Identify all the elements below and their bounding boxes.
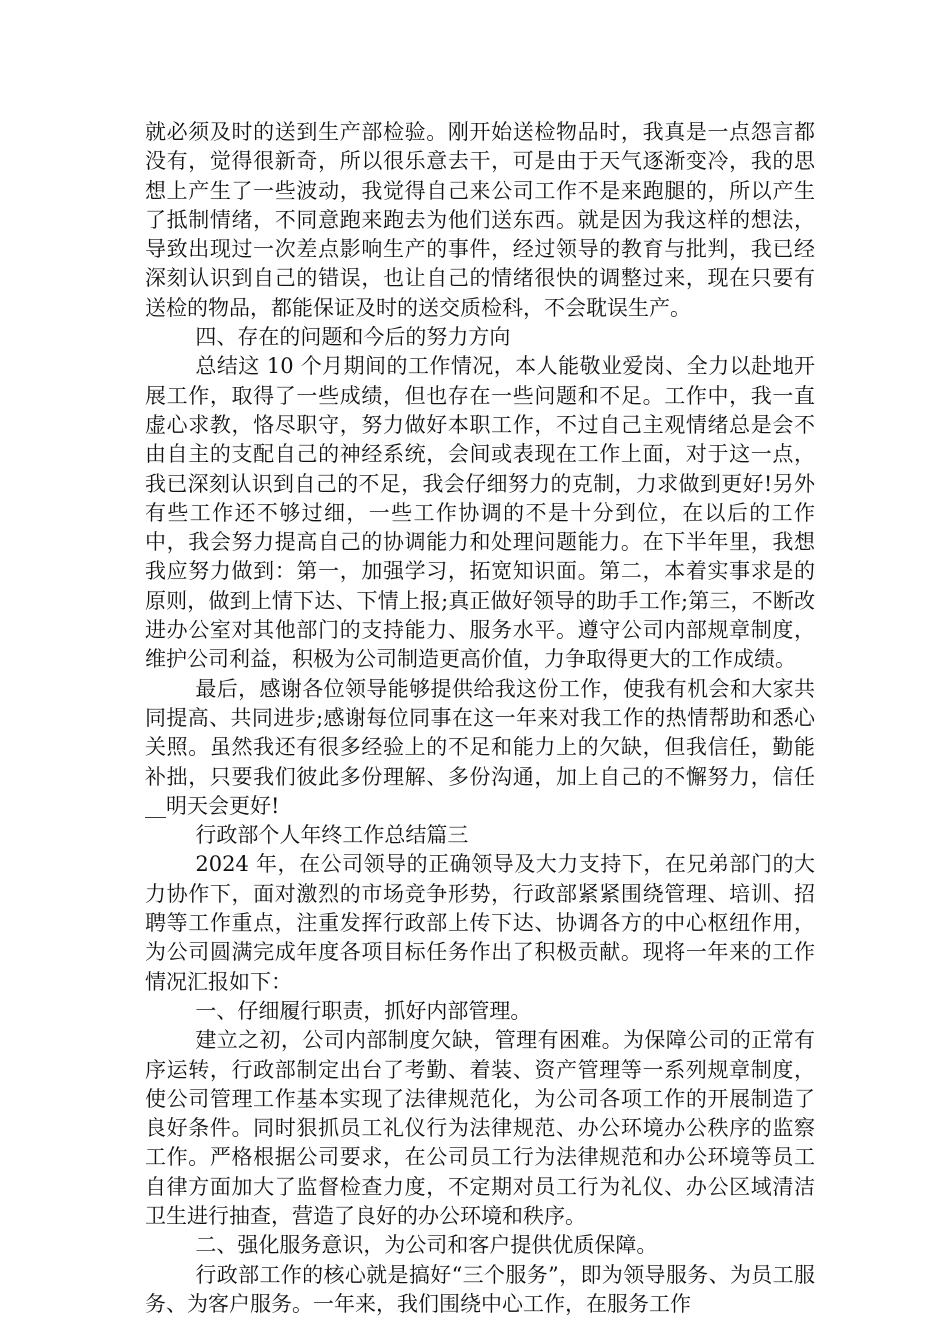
body-paragraph: 最后，感谢各位领导能够提供给我这份工作，使我有机会和大家共同提高、共同进步;感谢每位同事在这一年来对我工作的热情帮助和悉心关照。虽然我还有很多经验上的不足和能力上的欠缺，但我信任，勤能补拙，只要我们彼此多份理解、多份沟通，加上自己的不懈努力，信任__明天会更好! — [145, 676, 815, 818]
document-page — [145, 118, 815, 1319]
body-paragraph: 总结这 10 个月期间的工作情况，本人能敬业爱岗、全力以赴地开展工作，取得了一些成绩，但也存在一些问题和不足。工作中，我一直虚心求教，恪尽职守，努力做好本职工作，不过自己主观情绪总是会不由自主的支配自己的神经系统，会间或表现在工作上面，对于这一点，我已深刻认识到自己的不足，我会仔细努力的克制，力求做到更好!另外有些工作还不够过细，一些工作协调的不是十分到位，在以后的工作中，我会努力提高自己的协调能力和处理问题能力。在下半年里，我想我应努力做到：第一，加强学习，拓宽知识面。第二，本着实事求是的原则，做到上情下达、下情上报;真正做好领导的助手工作;第三，不断改进办公室对其他部门的支持能力、服务水平。遵守公司内部规章制度，维护公司利益，积极为公司制造更高价值，力争取得更大的工作成绩。 — [145, 354, 815, 672]
body-paragraph: 行政部工作的核心就是搞好“三个服务”，即为领导服务、为员工服务、为客户服务。一年来，我们围绕中心工作，在服务工作 — [145, 1262, 815, 1316]
article-title: 行政部个人年终工作总结篇三 — [195, 823, 469, 848]
body-paragraph: 2024 年，在公司领导的正确领导及大力支持下，在兄弟部门的大力协作下，面对激烈的市场竞争形势，行政部紧紧围绕管理、培训、招聘等工作重点，注重发挥行政部上传下达、协调各方的中心枢纽作用，为公司圆满完成年度各项目标任务作出了积极贡献。现将一年来的工作情况汇报如下： — [145, 852, 815, 994]
body-paragraph: 就必须及时的送到生产部检验。刚开始送检物品时，我真是一点怨言都没有，觉得很新奇，所以很乐意去干，可是由于天气逐渐变冷，我的思想上产生了一些波动，我觉得自己来公司工作不是来跑腿的，所以产生了抵制情绪，不同意跑来跑去为他们送东西。就是因为我这样的想法，导致出现过一次差点影响生产的事件，经过领导的教育与批判，我已经深刻认识到自己的错误，也让自己的情绪很快的调整过来，现在只要有送检的物品，都能保证及时的送交质检科，不会耽误生产。 — [145, 120, 815, 320]
section-heading: 一、仔细履行职责，抓好内部管理。 — [195, 998, 532, 1023]
body-paragraph: 建立之初，公司内部制度欠缺，管理有困难。为保障公司的正常有序运转，行政部制定出台了考勤、着装、资产管理等一系列规章制度，使公司管理工作基本实现了法律规范化，为公司各项工作的开展制造了良好条件。同时狠抓员工礼仪行为法律规范、办公环境办公秩序的监察工作。严格根据公司要求，在公司员工行为法律规范和办公环境等员工自律方面加大了监督检查力度，不定期对员工行为礼仪、办公区域清洁卫生进行抽查，营造了良好的办公环境和秩序。 — [145, 1028, 815, 1228]
section-heading: 四、存在的问题和今后的努力方向 — [195, 325, 511, 350]
section-heading: 二、强化服务意识，为公司和客户提供优质保障。 — [195, 1233, 658, 1258]
